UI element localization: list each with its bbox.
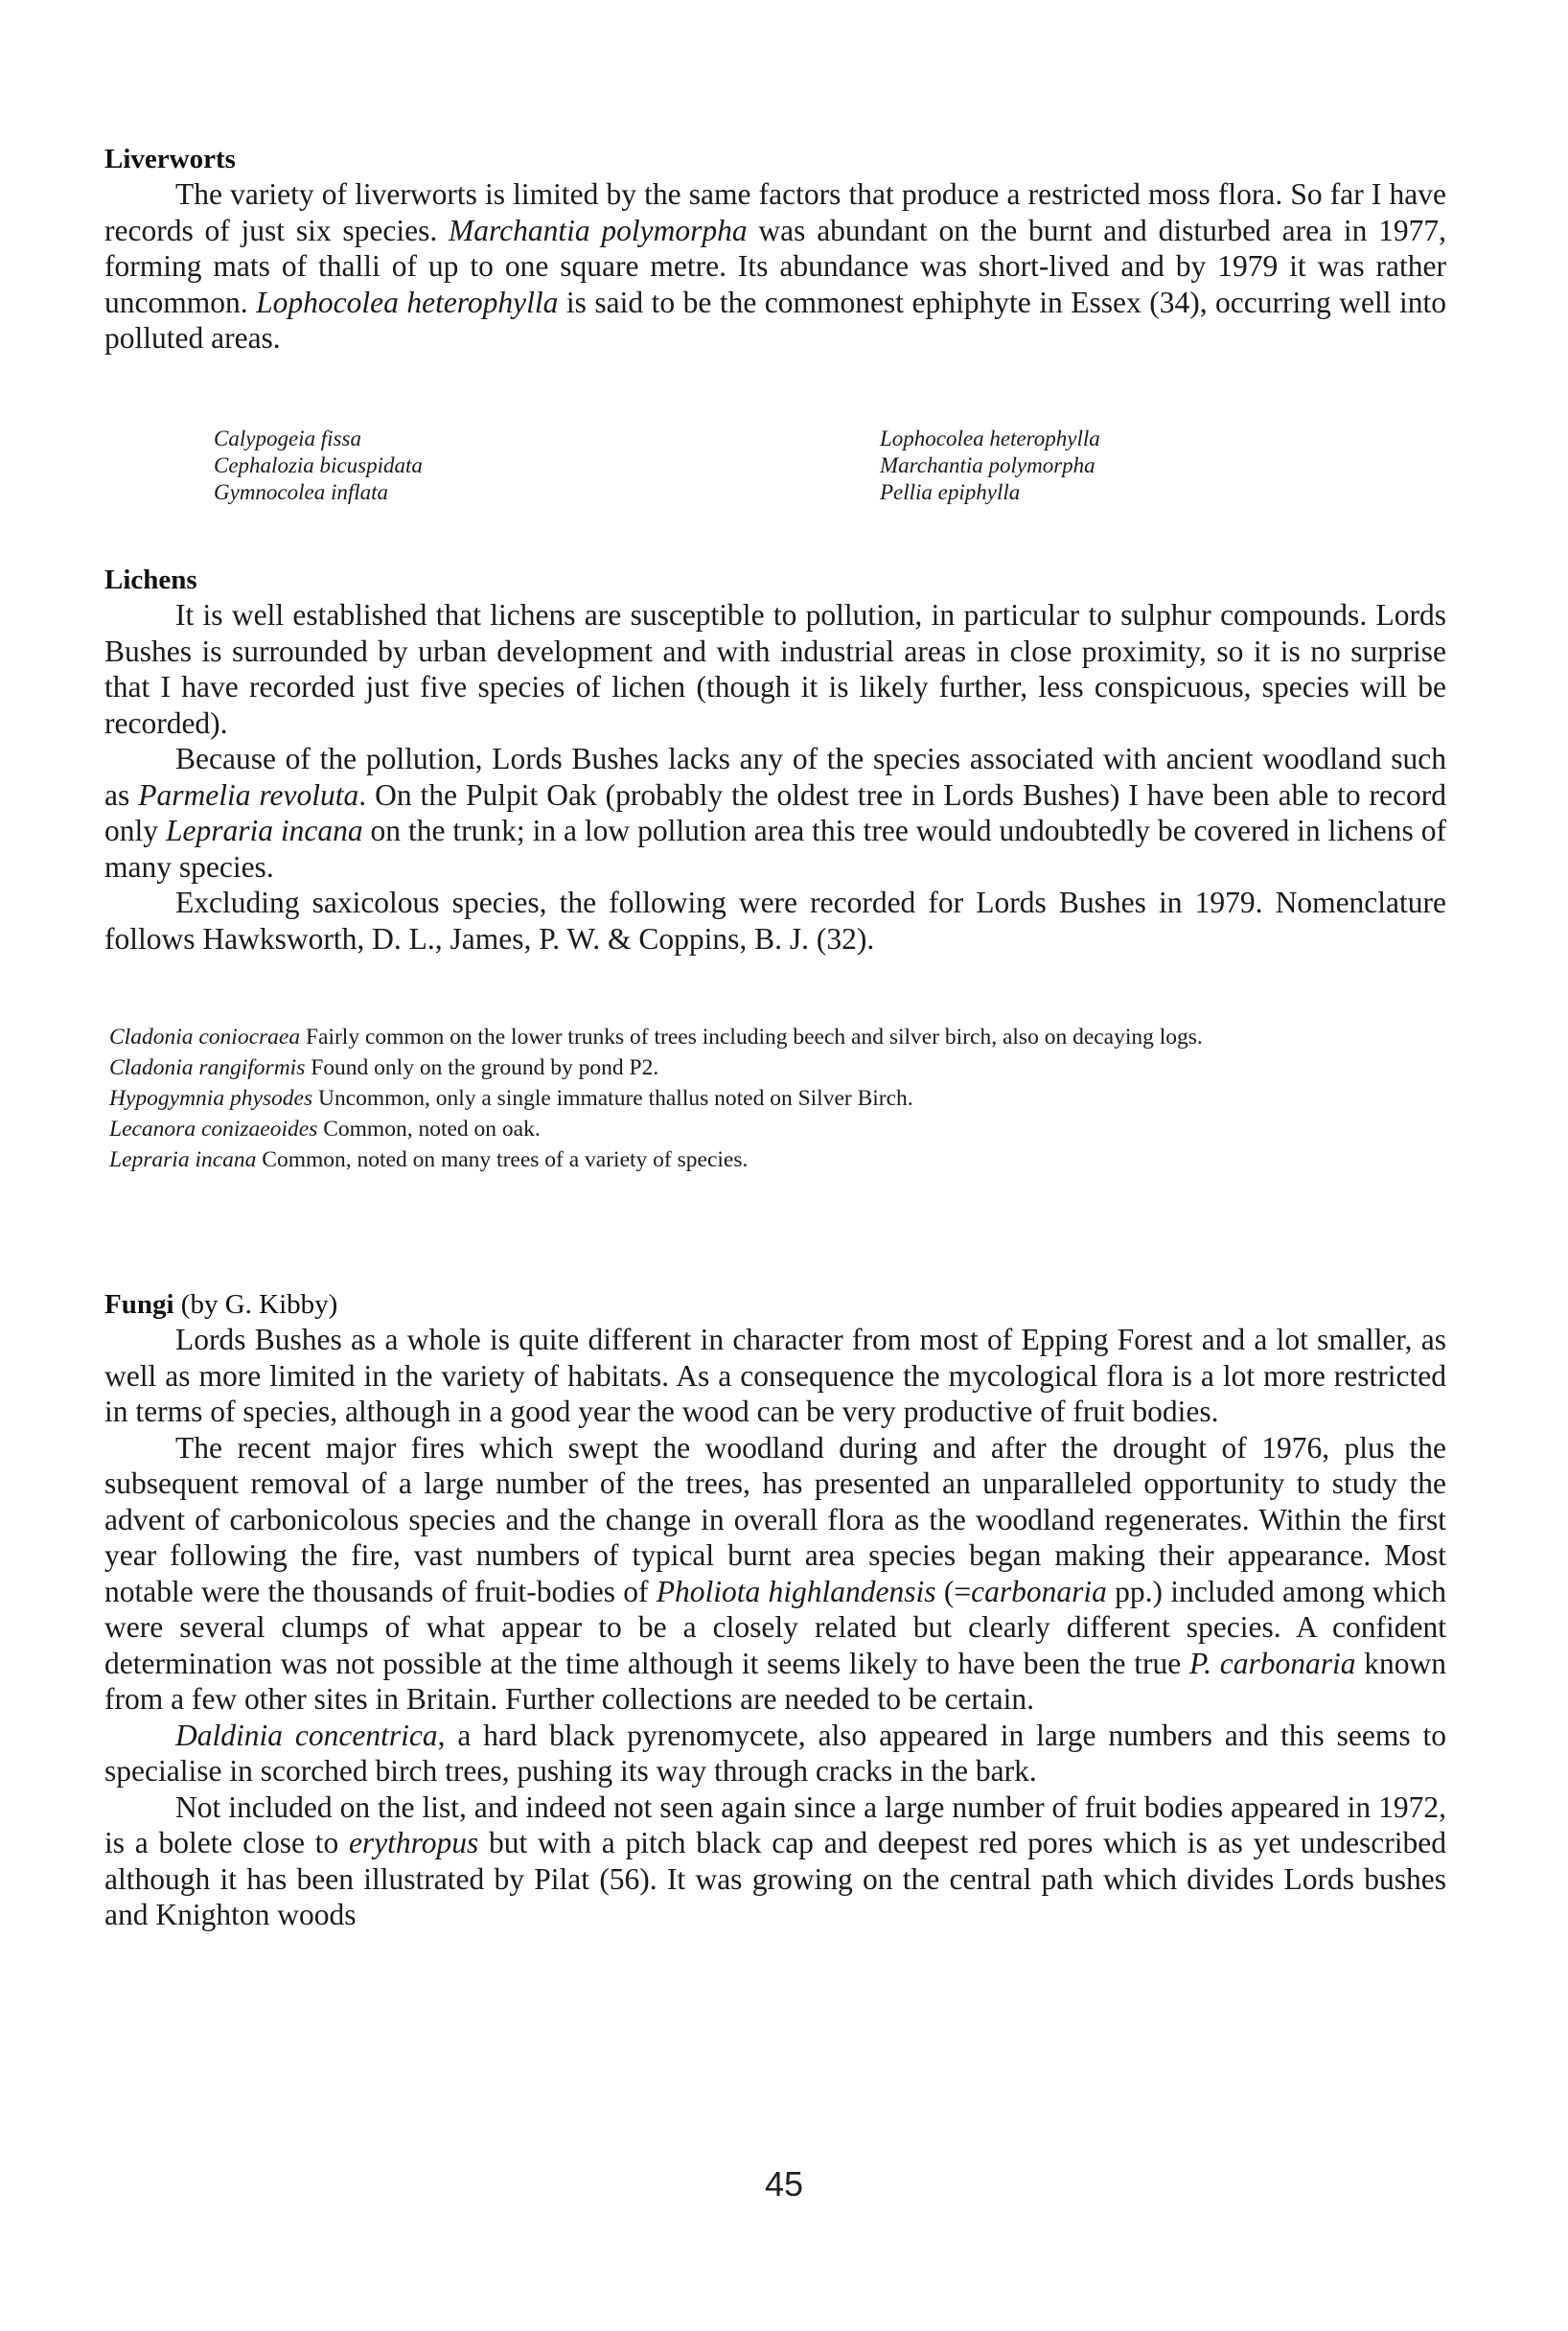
fungi-paragraph-3: Daldinia concentrica, a hard black pyrenomycete, also appeared in large numbers and this seems to specialise in scorched birch trees, pushing its way through cracks in the bark. — [104, 1718, 1446, 1788]
list-item: Hypogymnia physodes Uncommon, only a single immature thallus noted on Silver Birch. — [109, 1086, 913, 1111]
liverworts-section — [104, 142, 1446, 357]
list-item: Lecanora conizaeoides Common, noted on oak. — [109, 1117, 541, 1142]
species-item: Gymnocolea inflata — [214, 480, 389, 504]
page-number: 45 — [764, 2164, 804, 2204]
lichens-section — [104, 563, 1446, 957]
species-item: Cephalozia bicuspidata — [214, 453, 423, 477]
lichen-species-list — [109, 1022, 1447, 1175]
lichens-paragraph-2: Because of the pollution, Lords Bushes lacks any of the species associated with ancient woodland such as Parmelia revoluta. On the Pulpit Oak (probably the oldest tree in Lords Bushes) I have been able to record only Lepraria incana on the trunk; in a low pollution area this tree would undoubtedly be covered in lichens of many species. — [104, 742, 1446, 884]
fungi-section — [104, 1287, 1446, 1933]
lichens-paragraph-1: It is well established that lichens are susceptible to pollution, in particular to sulphur compounds. Lords Bushes is surrounded by urban development and with industrial areas in close proximity, so it is no surprise that I have recorded just five species of lichen (though it is likely further, less conspicuous, species will be recorded). — [104, 598, 1446, 740]
species-item: Pellia epiphylla — [880, 480, 1021, 504]
species-item: Marchantia polymorpha — [880, 453, 1095, 477]
list-item: Cladonia rangiformis Found only on the ground by pond P2. — [109, 1055, 659, 1080]
lichens-heading: Lichens — [104, 565, 197, 595]
list-item: Lepraria incana Common, noted on many trees of a variety of species. — [109, 1147, 749, 1172]
species-item: Lophocolea heterophylla — [880, 427, 1100, 450]
liverwort-species-list — [214, 426, 1268, 506]
fungi-heading: Fungi (by G. Kibby) — [104, 1289, 338, 1320]
lichens-paragraph-3: Excluding saxicolous species, the following were recorded for Lords Bushes in 1979. Nomenclature follows Hawksworth, D. L., James, P. W. & Coppins, B. J. (32). — [104, 886, 1446, 956]
fungi-paragraph-2: The recent major fires which swept the woodland during and after the drought of 1976, plus the subsequent removal of a large number of the trees, has presented an unparalleled opportunity to study the advent of carbonicolous species and the change in overall flora as the woodland regenerates. Within the first year following the fire, vast numbers of typical burnt area species began making their appearance. Most notable were the thousands of fruit-bodies of Pholiota highlandensis (=carbonaria pp.) included among which were several clumps of what appear to be a closely related but clearly different species. A confident determination was not possible at the time although it seems likely to have been the true P. carbonaria known from a few other sites in Britain. Further collections are needed to be certain. — [104, 1430, 1446, 1716]
fungi-paragraph-1: Lords Bushes as a whole is quite different in character from most of Epping Forest and a lot smaller, as well as more limited in the variety of habitats. As a consequence the mycological flora is a lot more restricted in terms of species, although in a good year the wood can be very productive of fruit bodies. — [104, 1323, 1446, 1428]
fungi-byline: (by G. Kibby) — [173, 1289, 338, 1320]
liverworts-heading: Liverworts — [104, 144, 236, 174]
fungi-paragraph-4: Not included on the list, and indeed not seen again since a large number of fruit bodies appeared in 1972, is a bolete close to erythropus but with a pitch black cap and deepest red pores which is as yet undescribed although it has been illustrated by Pilat (56). It was growing on the central path which divides Lords bushes and Knighton woods — [104, 1789, 1446, 1931]
list-item: Cladonia coniocraea Fairly common on the lower trunks of trees including beech and silver birch, also on decaying logs. — [109, 1025, 1203, 1050]
liverworts-paragraph: The variety of liverworts is limited by the same factors that produce a restricted moss flora. So far I have records of just six species. Marchantia polymorpha was abundant on the burnt and disturbed area in 1977, forming mats of thalli of up to one square metre. Its abundance was short-lived and by 1979 it was rather uncommon. Lophocolea heterophylla is said to be the commonest ephiphyte in Essex (34), occurring well into polluted areas. — [104, 177, 1446, 355]
species-item: Calypogeia fissa — [214, 427, 361, 450]
